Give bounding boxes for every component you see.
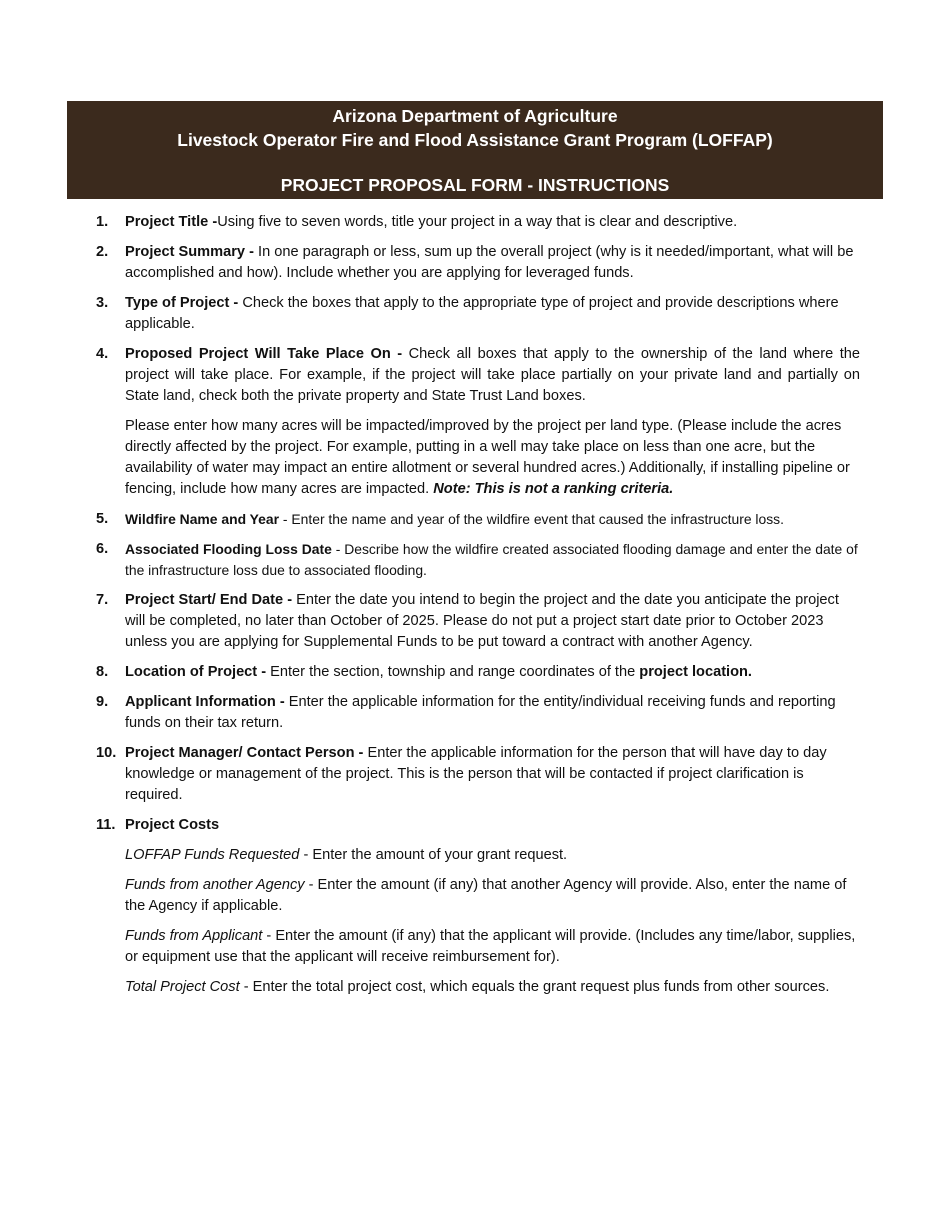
acres-text: Please enter how many acres will be impacted/improved by the project per land type. (Please include the acres directly affected by the project. For example, putting in a well may take place on less than one acre, but the availability of water may impact an entire allotment or several hundred acres.) Additionally, if installing pipeline or fencing, include how many acres are impacted. (125, 418, 850, 497)
instruction-item-9 (0, 692, 950, 734)
item-number: 6. (96, 541, 109, 557)
form-header (67, 101, 883, 199)
item-text: - Describe how the wildfire created associated flooding damage and enter the date of the infrastructure loss due to associated flooding. (125, 541, 858, 578)
item-title: Project Start/ End Date - (125, 592, 293, 608)
item-number: 2. (96, 244, 109, 260)
item-number: 11. (96, 817, 116, 833)
cost-applicant (0, 926, 950, 968)
item-number: 7. (96, 592, 109, 608)
program-name: Livestock Operator Fire and Flood Assistance Grant Program (LOFFAP) (177, 130, 773, 150)
ranking-note: Note: This is not a ranking criteria. (433, 481, 674, 497)
item-title: Associated Flooding Loss Date (125, 541, 332, 557)
instruction-item-6 (0, 539, 950, 581)
cost-text: - Enter the amount (if any) that another Agency will provide. Also, enter the name of the Agency if applicable. (125, 877, 847, 914)
item-number: 5. (96, 511, 109, 527)
form-title: PROJECT PROPOSAL FORM - INSTRUCTIONS (280, 175, 670, 195)
instruction-item-10 (0, 743, 950, 806)
cost-loffap (0, 845, 950, 866)
cost-text: - Enter the amount of your grant request. (299, 847, 568, 863)
item-number: 1. (96, 214, 109, 230)
acres-paragraph (0, 416, 950, 500)
instruction-item-2 (0, 242, 950, 284)
cost-text: - Enter the total project cost, which equals the grant request plus funds from other sources. (239, 979, 830, 995)
item-number: 4. (96, 346, 109, 362)
item-text: Enter the applicable information for the person that will have day to day knowledge or management of the project. This is the person that will be contacted if project clarification is required. (125, 745, 827, 803)
item-title: Applicant Information - (125, 694, 285, 710)
item-text: - Enter the name and year of the wildfire event that caused the infrastructure loss. (279, 511, 784, 527)
item-number: 9. (96, 694, 109, 710)
instruction-item-5 (0, 509, 950, 530)
cost-label: LOFFAP Funds Requested (125, 847, 300, 863)
instructions-list (0, 212, 950, 1007)
instruction-item-1 (0, 212, 950, 233)
item-text: Using five to seven words, title your project in a way that is clear and descriptive. (217, 214, 738, 230)
item-text: Enter the date you intend to begin the project and the date you anticipate the project will be completed, no later than October of 2025. Please do not put a project start date prior to October 2023 unless you are applying for Supplemental Funds to be put toward a contract with another Agency. (125, 592, 839, 650)
item-title: Project Costs (125, 817, 220, 833)
item-number: 8. (96, 664, 109, 680)
item-text: Check all boxes that apply to the ownership of the land where the project will take place. For example, if the project will take place partially on your private land and partially on State land, check both the private property and State Trust Land boxes. (125, 346, 861, 404)
cost-agency (0, 875, 950, 917)
item-title: Type of Project - (125, 295, 239, 311)
item-text: Enter the section, township and range coordinates of the (266, 664, 640, 680)
cost-text: - Enter the amount (if any) that the applicant will provide. (Includes any time/labor, supplies, or equipment use that the applicant will receive reimbursement for). (125, 928, 856, 965)
instruction-item-11 (0, 815, 950, 836)
item-title: Wildfire Name and Year (125, 511, 280, 527)
instruction-item-4 (0, 344, 950, 407)
item-number: 3. (96, 295, 109, 311)
item-title: Proposed Project Will Take Place On - (125, 346, 403, 362)
cost-total (0, 977, 950, 998)
instruction-item-8 (0, 662, 950, 683)
cost-label: Total Project Cost (125, 979, 240, 995)
cost-label: Funds from another Agency (125, 877, 305, 893)
item-text: Check the boxes that apply to the appropriate type of project and provide descriptions where applicable. (125, 295, 839, 332)
item-text-bold: project location. (639, 664, 752, 680)
item-number: 10. (96, 745, 117, 761)
department-name: Arizona Department of Agriculture (332, 106, 618, 126)
item-title: Location of Project - (125, 664, 267, 680)
cost-label: Funds from Applicant (125, 928, 263, 944)
item-title: Project Summary - (125, 244, 254, 260)
instruction-item-7 (0, 590, 950, 653)
item-text: Enter the applicable information for the entity/individual receiving funds and reporting funds on their tax return. (125, 694, 836, 731)
item-title: Project Manager/ Contact Person - (125, 745, 364, 761)
item-text: In one paragraph or less, sum up the overall project (why is it needed/important, what will be accomplished and how). Include whether you are applying for leveraged funds. (125, 244, 854, 281)
item-title: Project Title - (125, 214, 218, 230)
instruction-item-3 (0, 293, 950, 335)
